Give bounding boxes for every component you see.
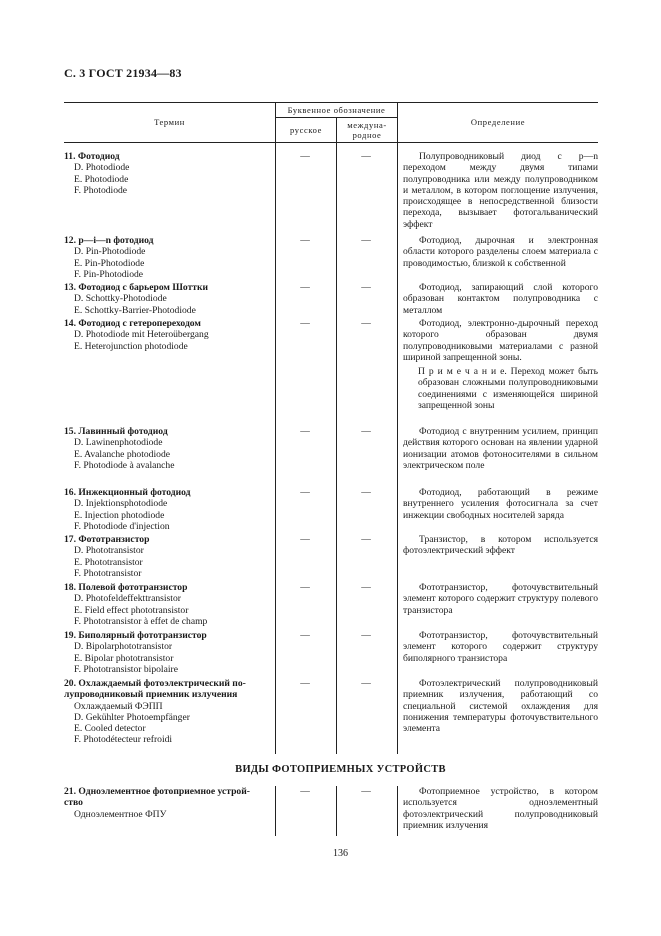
column-divider <box>336 786 337 836</box>
term-entry <box>64 235 153 280</box>
term-title: 17. Фототранзистор <box>64 534 150 545</box>
table-top-rule <box>64 102 598 103</box>
term-title: 18. Полевой фототранзистор <box>64 582 188 593</box>
term-title: 14. Фотодиод с гетеропереходом <box>64 318 201 329</box>
term-abbreviation: Одноэлементное ФПУ <box>74 808 167 820</box>
term-translation: E. Phototransistor <box>74 556 143 568</box>
term-title: 20. Охлаждаемый фотоэлектрический по- <box>64 678 246 689</box>
term-translation: F. Photodiode d'injection <box>74 520 170 532</box>
section-title: ВИДЫ ФОТОПРИЕМНЫХ УСТРОЙСТВ <box>235 764 446 775</box>
designation-subrule <box>276 117 398 118</box>
term-translation: E. Bipolar phototransistor <box>74 652 174 664</box>
column-divider <box>336 117 337 754</box>
table-header-rule <box>64 142 598 143</box>
term-translation: E. Cooled detector <box>74 723 146 735</box>
term-definition: Полупроводниковый диод с p—n переходом между двумя типами полупроводника или между полупроводником и металлом, в котором поглощение излучения, происходящее в непосредственной близости перехода, вызывает фотогальванический эффект <box>403 151 598 230</box>
term-translation: F. Phototransistor bipolaire <box>74 663 178 675</box>
term-translation: D. Gekühlter Photoempfänger <box>74 711 190 723</box>
term-definition: Фототранзистор, фоточувствительный элемент которого содержит структуру биполярного транзистора <box>403 630 598 664</box>
term-translation: D. Photodiode mit Heteroübergang <box>74 329 209 341</box>
term-translation: D. Photodiode <box>74 162 130 174</box>
term-entry <box>64 282 208 316</box>
term-entry <box>64 487 191 532</box>
term-entry <box>64 426 174 471</box>
term-definition: Фотоэлектрический полупроводниковый приемник излучения, работающий со специальной системой охлаждения для понижения температуры фоточувствительного элемента <box>403 678 598 735</box>
term-translation: D. Lawinenphotodiode <box>74 437 163 449</box>
term-translation: F. Phototransistor <box>74 567 142 579</box>
term-entry <box>64 786 250 820</box>
term-translation: D. Phototransistor <box>74 545 144 557</box>
term-translation: E. Pin-Photodiode <box>74 257 145 269</box>
term-entry <box>64 630 207 675</box>
term-translation: F. Photodiode à avalanche <box>74 459 175 471</box>
term-entry <box>64 318 209 352</box>
column-divider <box>397 102 398 754</box>
term-translation: F. Phototransistor à effet de champ <box>74 615 208 627</box>
term-entry <box>64 534 149 579</box>
term-translation: E. Injection photodiode <box>74 509 165 521</box>
term-entry <box>64 582 207 627</box>
page-header: С. 3 ГОСТ 21934—83 <box>64 66 182 80</box>
term-title: 12. p—i—n фотодиод <box>64 235 154 246</box>
term-definition: Транзистор, в котором используется фотоэлектрический эффект <box>403 534 598 557</box>
term-definition: Фотодиод с внутренним усилием, принцип действия которого основан на явлении ударной ионизации атомов фотоносителями в сильном электрическом поле <box>403 426 598 471</box>
term-translation: E. Photodiode <box>74 173 129 185</box>
term-translation: D. Schottky-Photodiode <box>74 293 167 305</box>
header-letter-designation: Буквенное обозначение <box>287 105 386 115</box>
term-abbreviation: Охлаждаемый ФЭПП <box>74 700 163 712</box>
term-translation: F. Pin-Photodiode <box>74 268 144 280</box>
term-translation: D. Pin-Photodiode <box>74 246 146 258</box>
term-translation: E. Schottky-Barrier-Photodiode <box>74 304 196 316</box>
header-term: Термин <box>154 117 185 127</box>
term-definition: Фотодиод, работающий в режиме внутреннего усиления фотосигнала за счет инжекции свободных носителей заряда <box>403 487 598 521</box>
term-title: 21. Одноэлементное фотоприемное устрой- <box>64 786 250 797</box>
term-title: 11. Фотодиод <box>64 151 120 162</box>
term-note: П р и м е ч а н и е. Переход может быть образован сложными полупроводниковыми соединениями с изменяющейся шириной запрещенной зоны <box>418 366 598 411</box>
term-translation: D. Photofeldeffekttransistor <box>74 593 181 605</box>
column-divider <box>275 102 276 754</box>
term-title-continued: ство <box>64 797 83 809</box>
term-title: 13. Фотодиод с барьером Шоттки <box>64 282 209 293</box>
column-divider <box>397 786 398 836</box>
term-translation: D. Bipolarphototransistor <box>74 641 173 653</box>
term-entry <box>64 678 246 746</box>
term-translation: E. Field effect phototransistor <box>74 604 189 616</box>
header-international-1: междуна- <box>347 120 387 130</box>
header-definition: Определение <box>470 117 526 127</box>
header-russian: русское <box>290 125 322 135</box>
term-translation: F. Photodétecteur refroidi <box>74 734 173 746</box>
term-title: 19. Биполярный фототранзистор <box>64 630 207 641</box>
term-translation: D. Injektionsphotodiode <box>74 498 168 510</box>
term-entry <box>64 151 129 196</box>
term-title-continued: лупроводниковый приемник излучения <box>64 689 238 701</box>
term-title: 15. Лавинный фотодиод <box>64 426 168 437</box>
term-title: 16. Инжекционный фотодиод <box>64 487 191 498</box>
term-translation: E. Avalanche photodiode <box>74 448 170 460</box>
term-definition: Фотодиод, запирающий слой которого образован контактом полупроводника с металлом <box>403 282 598 316</box>
term-definition: Фотоприемное устройство, в котором используется одноэлементный фотоэлектрический полупроводниковый приемник излучения <box>403 786 598 831</box>
page-number: 136 <box>333 848 348 859</box>
term-definition: Фотодиод, дырочная и электронная области которого разделены слоем материала с проводимостью, близкой к собственной <box>403 235 598 269</box>
header-international-2: родное <box>352 130 382 140</box>
column-divider <box>275 786 276 836</box>
term-definition: Фототранзистор, фоточувствительный элемент которого содержит структуру полевого транзистора <box>403 582 598 616</box>
term-definition: Фотодиод, электронно-дырочный переход которого образован двумя полупроводниковыми материалами с разной шириной запрещенной зоны. <box>403 318 598 363</box>
term-translation: E. Heterojunction photodiode <box>74 340 188 352</box>
term-translation: F. Photodiode <box>74 184 128 196</box>
